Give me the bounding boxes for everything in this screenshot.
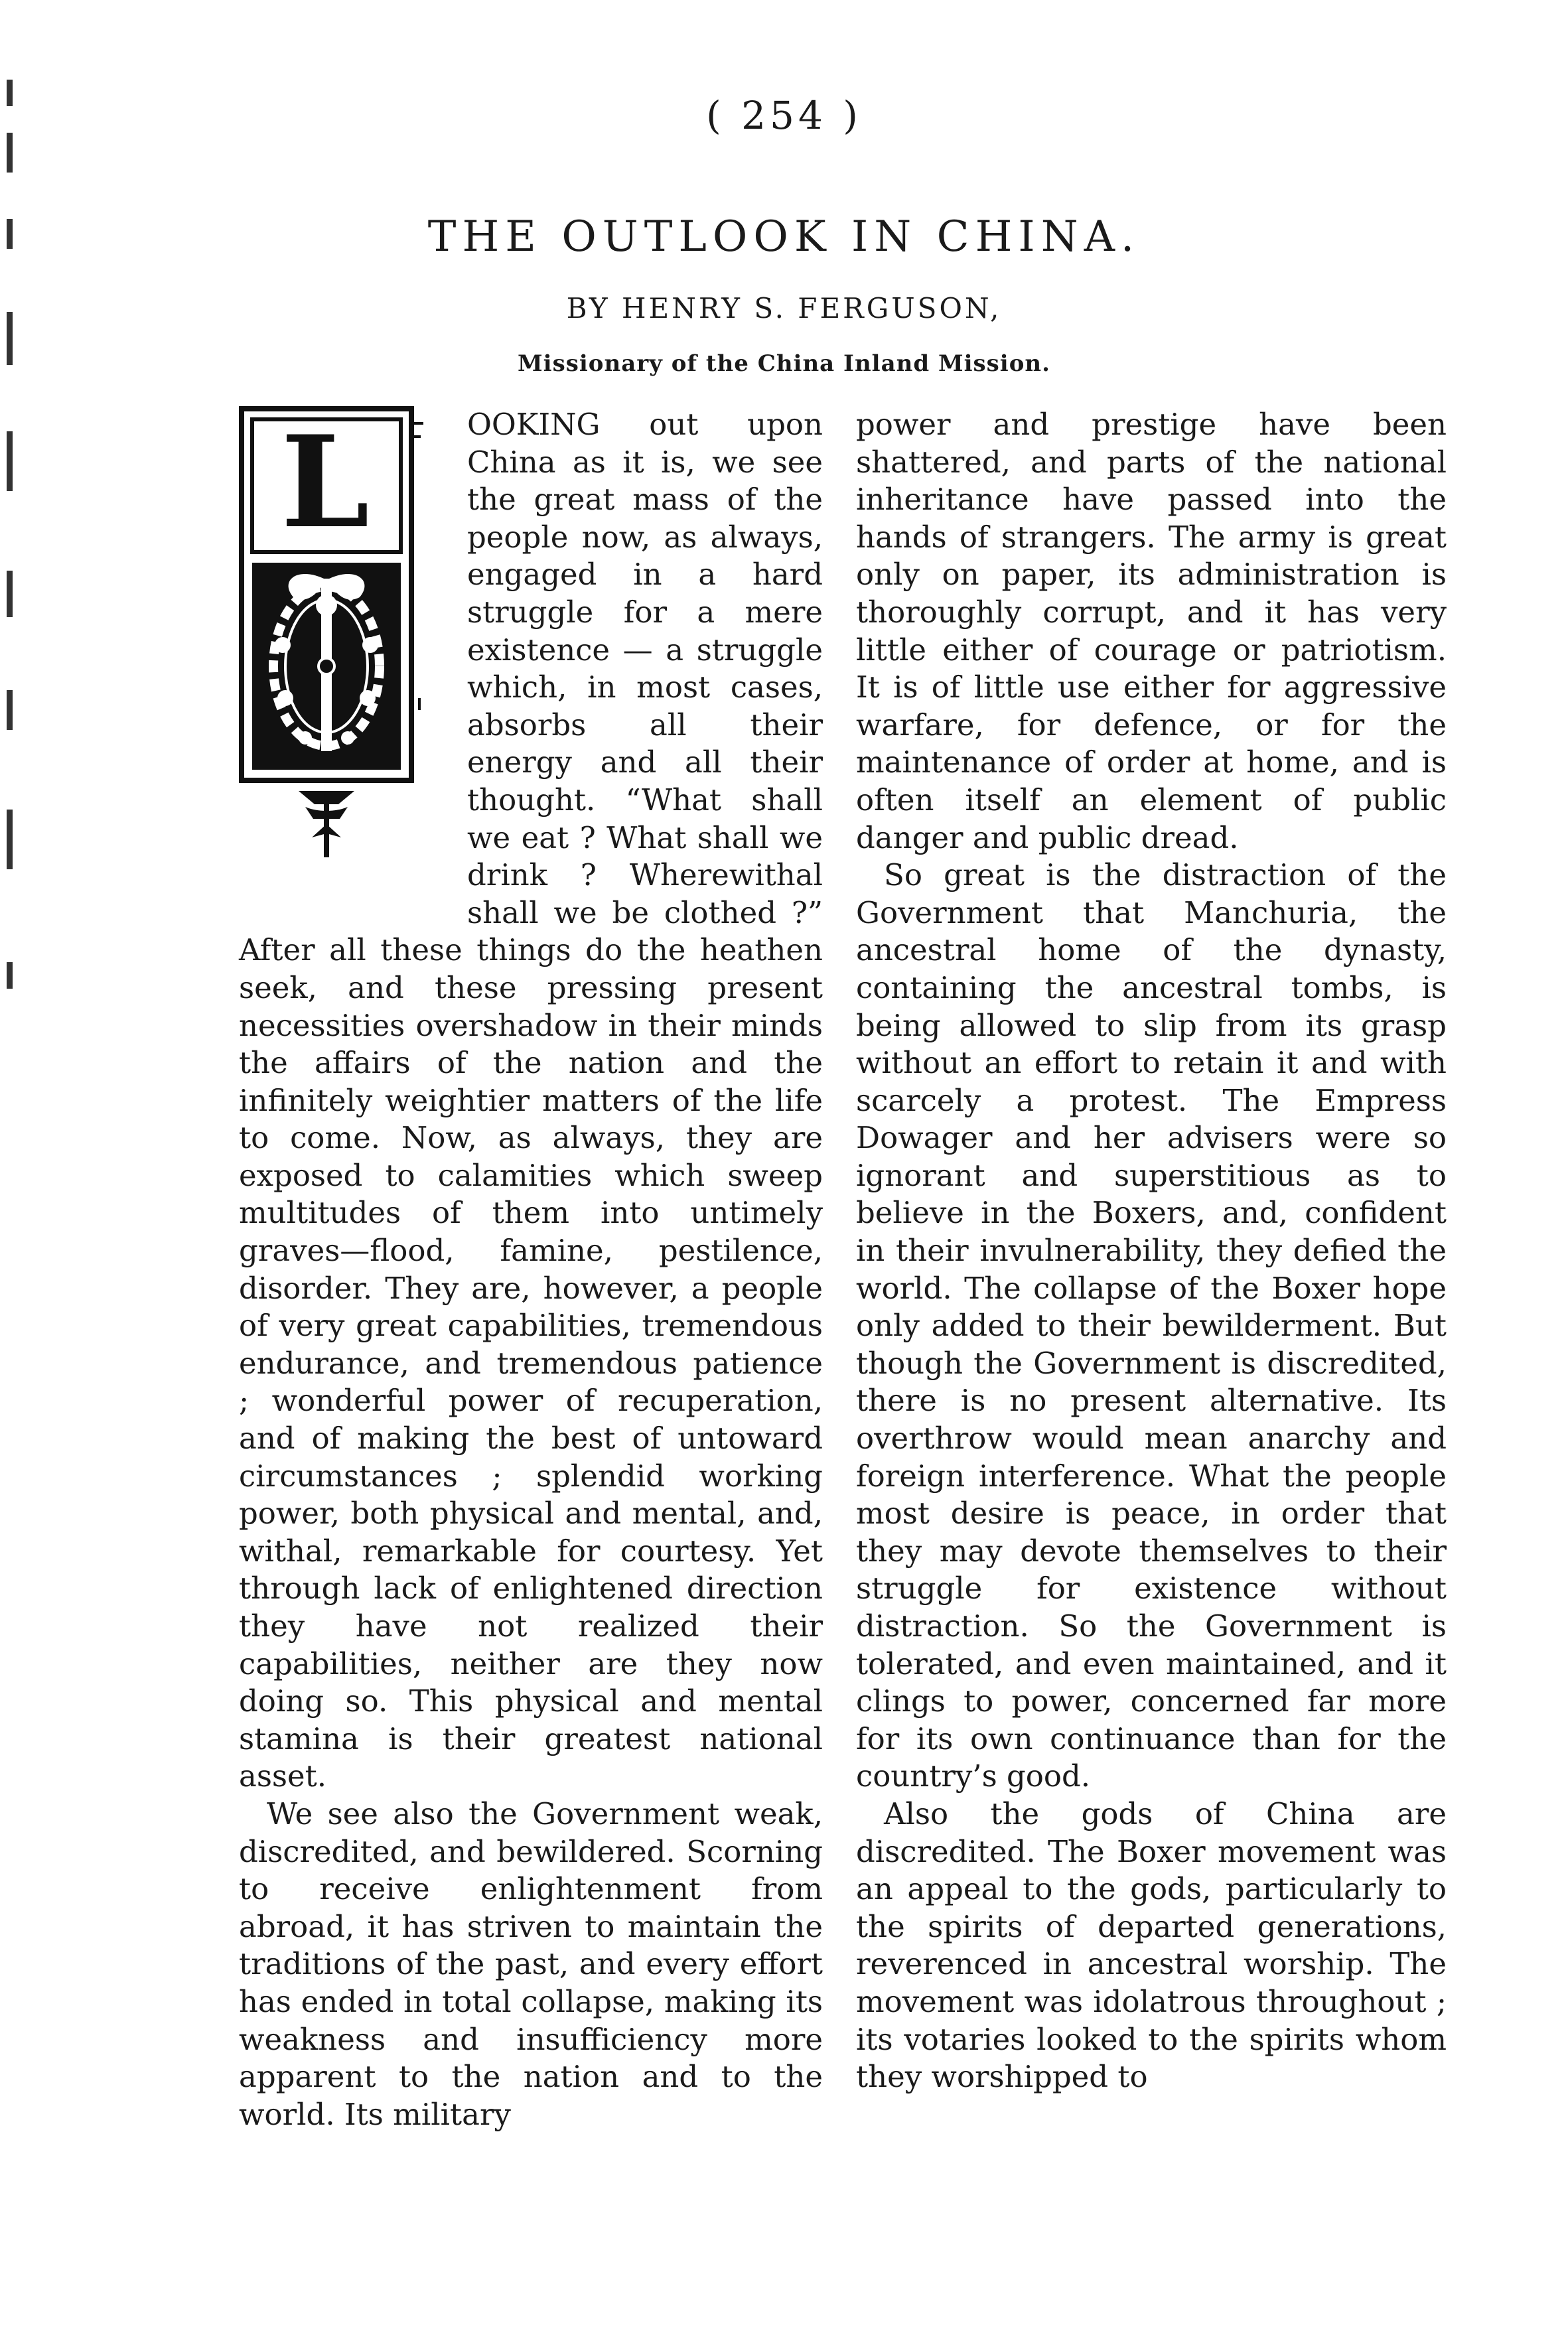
article-title: THE OUTLOOK IN CHINA.	[427, 212, 1141, 261]
page-number: ( 254 )	[706, 93, 862, 138]
margin-mark	[7, 431, 13, 491]
column-right	[856, 406, 1447, 2096]
paragraph: Also the gods of China are discredited. The Boxer movement was an appeal to the gods, particularly to the spirits of departed generations, reverenced in ancestral worship. The movement was idolatrous throughout ; its votaries looked to the spirits whom they worshipped to	[856, 1796, 1447, 2095]
byline: BY HENRY S. FERGUSON,	[566, 292, 1002, 324]
margin-mark	[7, 690, 13, 730]
drop-cap	[239, 406, 453, 897]
margin-mark	[7, 571, 13, 617]
drop-cap-letter: L	[281, 408, 370, 556]
paragraph: OOKING out upon China as it is, we see the great mass of the people now, as always, engaged in a hard struggle for a mere existence — a struggle which, in most cases, absorbs all their energy and all their thought. “What shall we eat ? What shall we drink ? Wherewithal shall we be clothed ?” After all these things do the heathen seek, and these pressing present necessities overshadow in their minds the affairs of the nation and the infinitely weightier matters of the life to come. Now, as always, they are exposed to calamities which sweep multitudes of them into untimely graves—flood, famine, pestilence, disorder. They are, however, a people of very great capabilities, tremendous endurance, and tremendous patience ; wonderful power of recuperation, and of making the best of untoward circumstances ; splendid working power, both physical and mental, and, withal, remarkable for courtesy. Yet through lack of enlightened direction they have not realized their capabilities, neither are they now doing so. This physical and mental stamina is their greatest national asset.	[239, 407, 823, 1794]
paragraph: So great is the distraction of the Government that Manchuria, the ancestral home of the dynasty, containing the ancestral tombs, is being allowed to slip from its grasp without an effort to retain it and with scarcely a protest. The Empress Dowager and her advisers were so ignorant and superstitious as to believe in the Boxers, and, confident in their invulnerability, they defied the world. The collapse of the Boxer hope only added to their bewilderment. But though the Government is discredited, there is no present alternative. Its overthrow would mean anarchy and foreign interference. What the people most desire is peace, in order that they may devote themselves to their struggle for existence without distraction. So the Government is tolerated, and even maintained, and it clings to power, concerned far more for its own continuance than for the country’s good.	[856, 857, 1447, 1794]
column-left	[239, 406, 823, 2133]
paragraph: power and prestige have been shattered, and parts of the national inheritance have passed into the hands of strangers. The army is great only on paper, its administration is thoroughly corrupt, and it has very little either of courage or patriotism. It is of little use either for aggressive warfare, for defence, or for the maintenance of order at home, and is often itself an element of public danger and public dread.	[856, 407, 1447, 855]
paragraph: We see also the Government weak, discredited, and bewildered. Scorning to receive enlightenment from abroad, it has striven to maintain the traditions of the past, and every effort has ended in total collapse, making its weakness and insufficiency more apparent to the nation and to the world. Its military	[239, 1796, 823, 2132]
margin-mark	[7, 810, 13, 869]
margin-mark	[7, 962, 13, 989]
margin-mark	[7, 133, 13, 173]
author-affiliation: Missionary of the China Inland Mission.	[518, 350, 1050, 377]
